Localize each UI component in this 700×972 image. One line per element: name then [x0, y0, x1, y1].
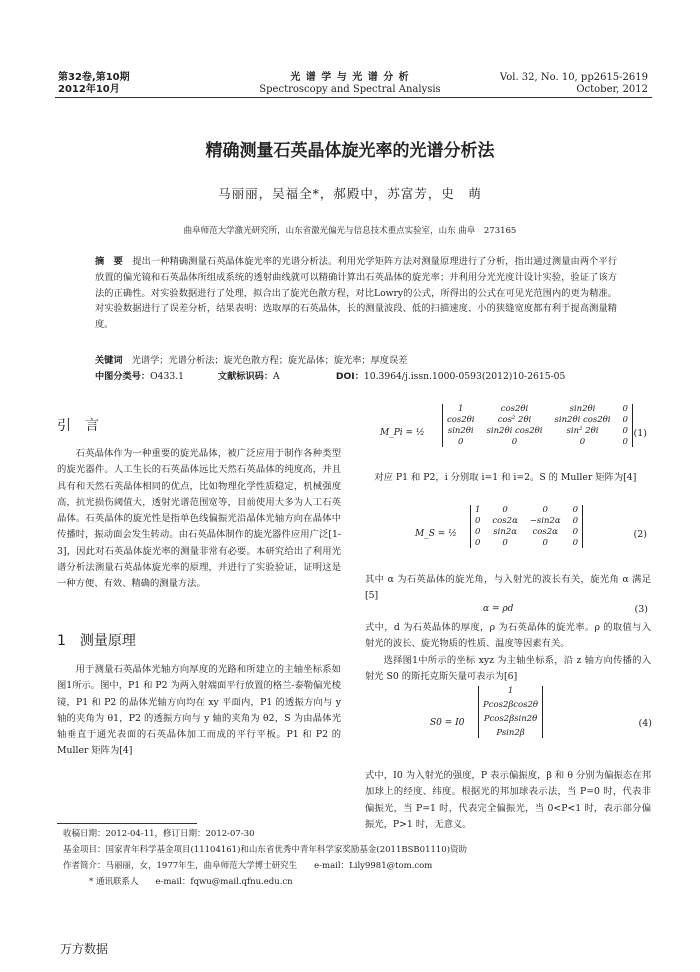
cls-label: 中图分类号： [95, 371, 151, 382]
eq1-lhs: M_Pi = ½ [380, 428, 425, 438]
eq1-cell: sin2θi [569, 404, 596, 414]
keywords-text: 光谱学；光谱分析法；旋光色散方程；旋光晶体；旋光率；厚度误差 [131, 355, 408, 366]
eq2-cell: 0 [572, 516, 579, 526]
author-list: 马丽丽，吴福全*，郝殿中，苏富芳，史 萌 [218, 186, 482, 201]
eq1-cell: sin2θi cos2θi [554, 415, 611, 425]
eq2-cell: 0 [542, 505, 548, 515]
journal-pages-info [500, 72, 648, 96]
eq2-cell: 0 [475, 538, 481, 548]
month-line: October, 2012 [576, 84, 648, 95]
doi-value: 10.3964/j.issn.1000-0593(2012)10-2615-05 [363, 371, 566, 382]
eq1-number: (1) [633, 428, 647, 439]
equation-4 [430, 686, 655, 766]
eq1-cell: 0 [511, 437, 518, 447]
watermark: 万方数据 [60, 942, 109, 956]
eq4-cell: Pcos2βsin2θ [483, 714, 538, 724]
affiliation: 曲阜师范大学激光研究所，山东省激光偏光与信息技术重点实验室，山东 曲阜 273165 [183, 226, 517, 236]
abstract-text: 提出一种精确测量石英晶体旋光率的光谱分析法。利用光学矩阵方法对测量原理进行了分析，指出通过测量由两个平行放置的偏光镜和石英晶体所组成系统的透射曲线就可以精确计算出石英晶体的旋光率；并利用分光光度计设计实验，验证了该方法的正确性。对实验数据进行了处理，拟合出了旋光色散方程，对比Lowry的公式，所得出的公式在可见光范围内的更为精准。对实验数据进行了误差分析，结果表明：选取厚的石英晶体，长的测量波段、低的扫描速度、小的狭缝宽度都有利于提高测量精度。 [95, 256, 618, 331]
received-date: 收稿日期：2012-04-11，修订日期：2012-07-30 [63, 829, 255, 839]
eq1-cell: cos2θi [447, 415, 475, 425]
eq4-number: (4) [638, 718, 652, 729]
abstract-label: 摘 要 [95, 256, 123, 267]
doi-label: DOI： [335, 371, 364, 382]
eq4-vector [478, 686, 543, 738]
text-after-eq1: 对应 P1 和 P2，i 分别取 i=1 和 i=2。S 的 Muller 矩阵为[4] [374, 472, 637, 483]
eq1-matrix [442, 404, 633, 447]
eq1-cell: 0 [579, 437, 586, 447]
footnote-rule [57, 823, 197, 824]
eq2-cell: 0 [572, 538, 579, 548]
eq2-cell: −sin2α [529, 516, 561, 526]
eq1-cell: 0 [622, 415, 628, 425]
eq2-cell: cos2α [532, 527, 558, 537]
eq4-cell: Pcos2βcos2θ [483, 700, 539, 710]
abstract [95, 254, 617, 333]
eq2-cell: 0 [475, 516, 481, 526]
eq2-cell: cos2α [492, 516, 518, 526]
equation-1 [380, 404, 655, 468]
classification-line [95, 369, 635, 384]
section1-paragraph: 用于测量石英晶体光轴方向厚度的光路和所建立的主轴坐标系如图1所示。图中，P1 和 P2 为两入射端面平行放置的格兰-泰勒偏光棱镜，P1 和 P2 的晶体光轴方向均在 xy 平面内，P1 的透振方向与 y 轴的夹角为 θ1，P2 的透振方向与 y 轴的夹角为 θ2，S 为由晶体光轴垂直于通光表面的石英晶体加工而成的平行平板。P1 和 P2 的 Muller 矩阵为[4] [57, 664, 341, 757]
doc-code-label: 文献标识码： [217, 371, 274, 382]
eq2-matrix [470, 505, 583, 548]
eq4-cell: Psin2β [496, 728, 525, 738]
eq1-cell: cos2θi [500, 404, 529, 414]
header-rule [55, 97, 652, 98]
author-bio: 作者简介：马丽丽，女，1977年生，曲阜师范大学博士研究生 e-mail：Lily9981@tom.com [63, 861, 433, 871]
equation-2 [415, 505, 655, 569]
journal-name [250, 72, 450, 96]
text-after-eq2: 其中 α 为石英晶体的旋光角，与入射光的波长有关，旋光角 α 满足[5] [365, 574, 651, 602]
journal-name-en: Spectroscopy and Spectral Analysis [259, 84, 441, 95]
section1-heading: 1 测量原理 [57, 633, 136, 649]
eq1-cell: sin² 2θi [566, 426, 599, 436]
eq2-cell: 0 [475, 527, 481, 537]
eq4-cell: 1 [507, 686, 514, 696]
eq2-cell: 0 [502, 505, 508, 515]
eq1-cell: sin2θi [447, 426, 474, 436]
footnotes [63, 826, 663, 890]
eq1-cell: 0 [458, 437, 464, 447]
eq2-lhs: M_S = ½ [415, 529, 457, 539]
text-after-eq3: 式中，d 为石英晶体的厚度，ρ 为石英晶体的旋光率。ρ 的取值与入射光的波长、旋光物质的性质、温度等因素有关。 [365, 622, 651, 650]
eq4-lhs: S0 = I0 [430, 718, 465, 728]
eq1-cell: 0 [622, 426, 628, 436]
intro-paragraph: 石英晶体作为一种重要的旋光晶体，被广泛应用于制作各种类型的旋光器件。人工生长的石英晶体远比天然石英晶体的纯度高，并且具有和天然石英晶体相同的优点，比如物理化学性质稳定，机械强度高，抗光损伤阈值大，透射光谱范围宽等，目前使用大多为人工石英晶体。石英晶体的旋光性是指单色线偏振光沿晶体光轴方向在晶体中传播时，振动面会发生转动。由石英晶体制作的旋光器件应用广泛[1-3]，因此对石英晶体旋光率的测量非常有必要。本研究给出了利用光谱分析法测量石英晶体旋光率的原理，并进行了实验验证，证明这是一种方便、有效、精确的测量方法。 [57, 448, 341, 590]
eq1-cell: 0 [622, 404, 628, 414]
corresponding-author: * 通讯联系人 e-mail：fqwu@mail.qfnu.edu.cn [89, 877, 293, 887]
eq2-cell: 0 [502, 538, 508, 548]
fund-info: 基金项目：国家青年科学基金项目(11104161)和山东省优秀中青年科学家奖励基金(2011BSB01110)资助 [63, 845, 468, 855]
date-line: 2012年10月 [58, 84, 120, 95]
volume-line: 第32卷,第10期 [58, 72, 130, 83]
eq1-cell: sin2θi cos2θi [486, 426, 543, 436]
eq2-number: (2) [633, 529, 647, 540]
paper-title: 精确测量石英晶体旋光率的光谱分析法 [205, 141, 495, 161]
journal-name-cn: 光 谱 学 与 光 谱 分 析 [290, 72, 410, 83]
eq3-number: (3) [634, 604, 648, 615]
keywords [95, 353, 617, 368]
text-before-eq4: 选择图1中所示的坐标 xyz 为主轴坐标系，沿 z 轴方向传播的入射光 S0 的斯托克斯矢量可表示为[6] [365, 655, 651, 683]
doc-code-value: A [273, 371, 280, 382]
eq1-cell: 0 [622, 437, 628, 447]
eq2-cell: sin2α [493, 527, 517, 537]
intro-heading: 引 言 [57, 418, 99, 434]
pages-line: Vol. 32, No. 10, pp2615-2619 [499, 72, 648, 83]
text-after-eq4: 式中，I0 为入射光的强度，P 表示偏振度，β 和 θ 分别为偏振态在邦加球上的经度、纬度。根据光的邦加球表示法，当 P=0 时，代表非偏振光，当 P=1 时，代表完全偏振光，当 0<P<1 时，表示部分偏振光，P>1 时，无意义。 [365, 770, 651, 830]
keywords-label: 关键词 [95, 355, 123, 366]
equation-3 [365, 604, 651, 620]
eq1-cell: cos² 2θi [497, 415, 532, 425]
eq3-expr: α = ρd [483, 604, 514, 614]
eq2-cell: 0 [572, 527, 579, 537]
eq2-cell: 1 [475, 505, 481, 515]
eq1-cell: 1 [458, 404, 464, 414]
eq2-cell: 0 [572, 505, 579, 515]
journal-volume-info [58, 72, 130, 96]
cls-value: O433.1 [150, 371, 184, 382]
eq2-cell: 0 [542, 538, 548, 548]
